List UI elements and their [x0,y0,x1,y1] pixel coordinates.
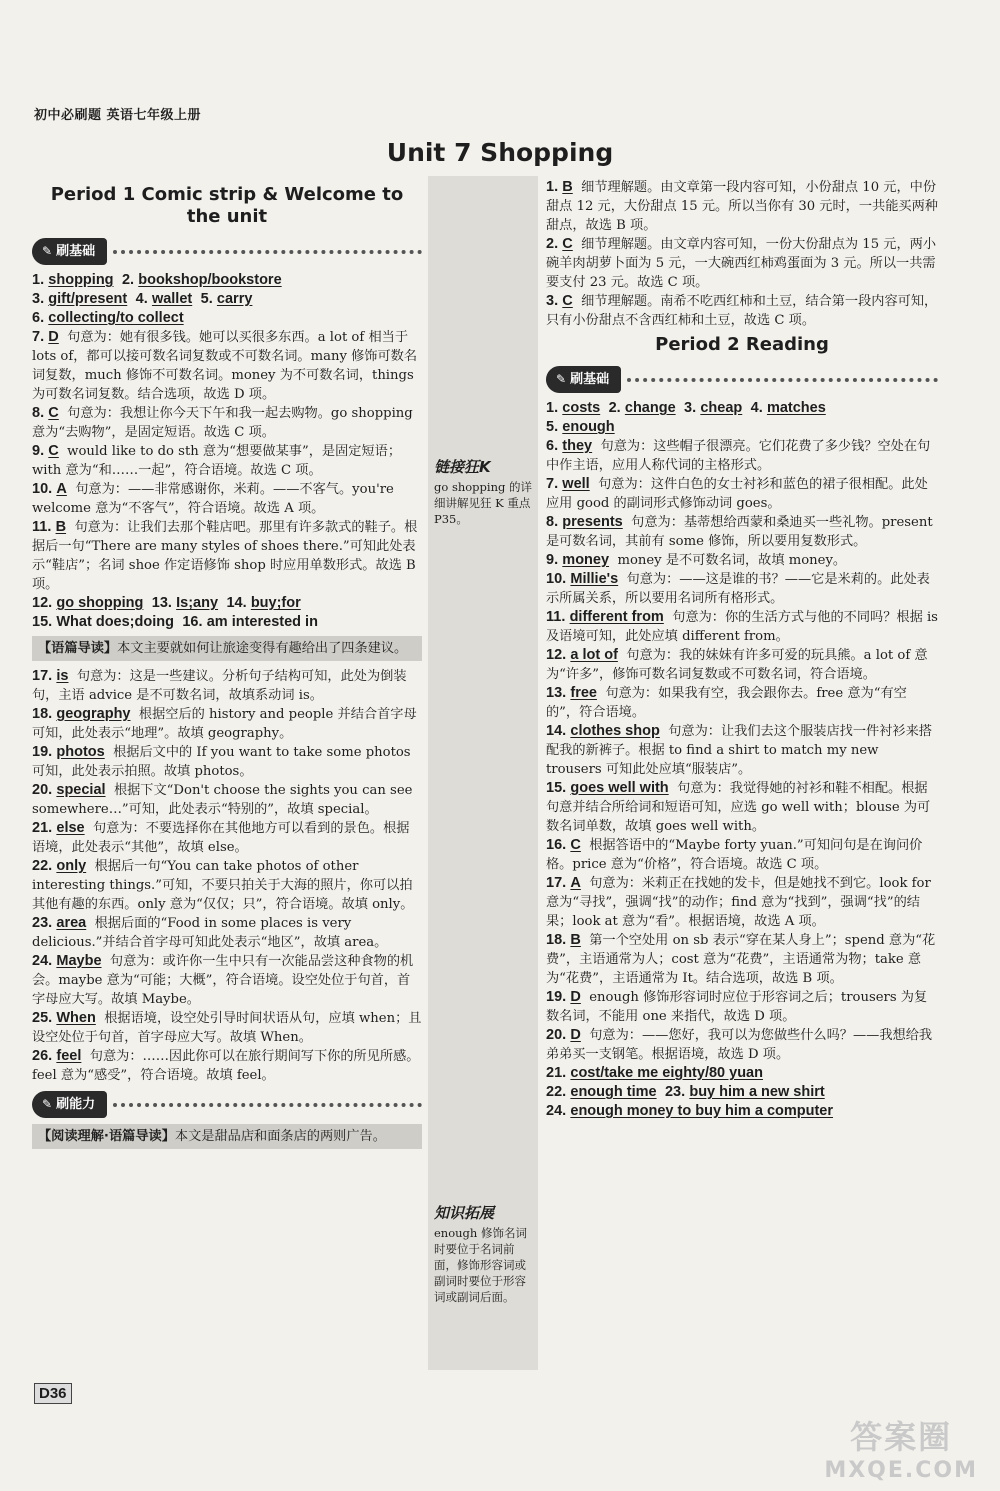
answer-item [32,743,422,781]
answer-item [546,608,938,646]
text: 句意为：她有很多钱。她可以买很多东西。a lot of 相当于 lots of，都可以接可数名词复数或不可数名词。many 修饰可数名词复数，much 修饰不可数名词。money 为不可数名词，things 为可数名词复数。结合选项，故选 D 项。 [32,330,418,402]
left-items-b [32,667,422,1085]
answer-key: carry [216,291,253,307]
text: 6. [546,438,559,454]
text: 19. [32,744,53,760]
answer-line-24 [546,1102,938,1121]
passage-guide-note [32,636,422,661]
text: A [570,875,581,891]
text: else [56,820,85,836]
text: 17. [546,875,567,891]
answer-line-1-2 [32,271,422,290]
answer-item [546,292,938,330]
text: 3. [546,293,559,309]
text: 18. [546,932,567,948]
text: 24. [32,953,53,969]
text: they [562,438,593,454]
answer-item [32,404,422,442]
text: 2. [546,236,559,252]
text: go shopping [56,595,144,611]
text: 【语篇导读】 [38,641,118,656]
watermark-url: MXQE.COM [824,1458,978,1483]
text: 句意为：我觉得她的衬衫和鞋不相配。根据句意并结合所给词和短语可知，应选 go well with；blouse 为可数名词单数，故填 goes well with。 [546,781,931,834]
answer-item [546,874,938,931]
answer-item [32,480,422,518]
text: buy him a new shirt [689,1084,825,1100]
text: 22. [546,1084,567,1100]
badge-label: 刷基础 [56,244,96,259]
text: 14. [546,723,567,739]
text: 根据后一句“You can take photos of other interesting things.”可知，不要只拍关于大海的照片，你可以拍其他有趣的东西。only 意为“仅仅；只”，符合语境。故填 only。 [32,859,414,912]
text: 句意为：让我们去那个鞋店吧。那里有许多款式的鞋子。根据后一句“There are many styles of shoes there.”可知此处表示“鞋店”；名词 shoe 作定语修饰 shop 时应用单数形式。故选 B 项。 [32,520,418,592]
answer-key: collecting/to collect [48,310,184,326]
right-column [546,178,938,1121]
text: C [562,236,573,252]
text: 本文主要就如何让旅途变得有趣给出了四条建议。 [117,641,408,656]
text: C [562,293,573,309]
text: well [562,476,590,492]
link-note-text: go shopping 的详细讲解见狂 K 重点 P35。 [434,480,532,526]
answer-key: wallet [151,291,193,307]
answer-item [32,781,422,819]
text: 10. [32,481,53,497]
text: 20. [32,782,53,798]
text: photos [56,744,105,760]
answer-line-6 [32,309,422,328]
text: clothes shop [570,723,660,739]
link-note [428,452,538,527]
text: 15. [546,780,567,796]
knowledge-note-text: enough 修饰名词时要位于名词前面，修饰形容词或副词时要位于形容词或副词后面。 [434,1226,527,1304]
reading-guide-note [32,1124,422,1149]
text: 26. [32,1048,53,1064]
period-1-title: Period 1 Comic strip & Welcome to the unit [50,184,404,227]
text: Is;any [176,595,219,611]
answer-item [32,1047,422,1085]
text: different from [569,609,664,625]
text: change [624,400,676,416]
text: is [56,668,69,684]
text: 句意为：或许你一生中只有一次能品尝这种食物的机会。maybe 意为“可能；大概”，符合语境。设空处位于句首，首字母应大写。故填 Maybe。 [32,954,414,1007]
answer-item [32,518,422,594]
dotted-divider [627,378,938,382]
text: Millie's [570,571,619,587]
watermark-logo-text: 答案圈 [850,1418,953,1456]
text: 细节理解题。由文章内容可知，一份大份甜点为 15 元，两小碗羊肉胡萝卜面为 5 元，一大碗西红柿鸡蛋面为 3 元。所以一共需要支付 23 元。故选 C 项。 [546,237,937,290]
text: What does;doing [56,614,174,630]
text: 句意为：这是一些建议。分析句子结构可知，此处为倒装句，主语 advice 是不可数名词，故填系动词 is。 [32,669,407,703]
text: 根据空后的 history and people 并结合首字母可知，此处表示“地理”。故填 geography。 [32,707,417,741]
text: 4. [750,400,763,416]
answer-item [546,178,938,235]
text: 6. [32,310,45,326]
text: geography [56,706,131,722]
dotted-divider [113,1103,422,1107]
text: 24. [546,1103,567,1119]
text: B [562,179,573,195]
text: special [56,782,106,798]
text: 2. [608,400,621,416]
text: 句意为：——非常感谢你，米莉。——不客气。you're welcome 意为“不客气”，符合语境。故选 A 项。 [32,482,394,516]
text: 3. [684,400,697,416]
text: C [48,443,59,459]
answer-item [546,551,938,570]
text: only [56,858,87,874]
text: 句意为：这些帽子很漂亮。它们花费了多少钱？空处在句中作主语，应用人称代词的主格形式。 [546,439,931,473]
book-icon: ✎ [556,372,567,386]
text: 7. [546,476,559,492]
text: 9. [546,552,559,568]
text: 7. [32,329,45,345]
answer-item [546,475,938,513]
answer-item [32,1009,422,1047]
right-items-a [546,178,938,330]
text: enough [562,419,615,435]
text: C [48,405,59,421]
text: 17. [32,668,53,684]
text: 25. [32,1010,53,1026]
book-icon: ✎ [42,244,53,258]
text: 本文是甜品店和面条店的两则广告。 [174,1129,386,1144]
answer-key: shopping [48,272,114,288]
answer-item [546,779,938,836]
answer-item [32,328,422,404]
text: 11. [32,519,52,535]
text: 细节理解题。由文章第一段内容可知，小份甜点 10 元，中份甜点 12 元，大份甜点 15 元。所以当你有 30 元时，一共能买两种甜点，故选 B 项。 [546,180,938,233]
text: 5. [200,291,213,307]
text: 18. [32,706,53,722]
text: 根据语境，设空处引导时间状语从句，应填 when；且设空处位于句首，首字母应大写。故填 When。 [32,1011,422,1045]
section-badge-ability [32,1091,422,1118]
answer-item [546,836,938,874]
book-icon: ✎ [42,1097,53,1111]
dotted-divider [113,250,422,254]
text: 句意为：你的生活方式与他的不同吗？根据 is 及语境可知，此处应填 different from。 [546,610,938,644]
text: 细节理解题。南希不吃西红柿和土豆，结合第一段内容可知，只有小份甜点不含西红柿和土豆，故选 C 项。 [546,294,938,328]
text: 23. [664,1084,686,1100]
text: 句意为：如果我有空，我会跟你去。free 意为“有空的”，符合语境。 [546,686,907,720]
text: D [48,329,59,345]
text: A [56,481,67,497]
text: buy;for [250,595,301,611]
knowledge-note [428,1198,538,1305]
text: 13. [151,595,172,611]
text: a lot of [570,647,618,663]
answer-item [32,705,422,743]
text: 12. [546,647,567,663]
text: enough 修饰形容词时应位于形容词之后；trousers 为复数名词，不能用 one 来指代，故选 D 项。 [546,990,928,1024]
text: 根据后文中的 If you want to take some photos 可知，此处表示拍照。故填 photos。 [32,745,411,779]
answer-item [546,570,938,608]
text: money [562,552,610,568]
margin-sidebar [428,176,538,1370]
answer-item [32,667,422,705]
text: cost/take me eighty/80 yuan [570,1065,763,1081]
answer-line-1-4 [546,399,938,418]
text: 20. [546,1027,567,1043]
answer-line-21 [546,1064,938,1083]
text: feel [56,1048,82,1064]
text: money 是不可数名词，故填 money。 [617,553,847,568]
text: matches [766,400,826,416]
text: 1. [32,272,45,288]
right-items-b [546,437,938,1064]
text: 21. [32,820,53,836]
answer-item [546,646,938,684]
text: 1. [546,400,559,416]
site-watermark [824,1412,978,1483]
answer-item [546,988,938,1026]
text: area [56,915,87,931]
text: 句意为：——您好，我可以为您做些什么吗？——我想给我弟弟买一支钢笔。根据语境，故选 D 项。 [546,1028,933,1062]
text: B [55,519,67,535]
answer-item [546,931,938,988]
text: 5. [546,419,559,435]
text: 12. [32,595,53,611]
text: 句意为：基蒂想给西蒙和桑迪买一些礼物。present 是可数名词，其前有 some 修饰，所以要用复数形式。 [546,515,933,549]
text: 8. [546,514,559,530]
text: 15. [32,614,53,630]
answer-item [546,437,938,475]
text: 句意为：我想让你今天下午和我一起去购物。go shopping 意为“去购物”，是固定短语。故选 C 项。 [32,406,413,440]
text: 13. [546,685,567,701]
text: 4. [135,291,148,307]
knowledge-note-title: 知识拓展 [434,1204,495,1222]
answer-key: bookshop/bookstore [138,272,282,288]
text: 10. [546,571,567,587]
text: cheap [700,400,743,416]
text: 句意为：这件白色的女士衬衫和蓝色的裙子很相配。此处应用 good 的副词形式修饰动词 goes。 [546,477,928,511]
answer-item [546,235,938,292]
answer-item [546,513,938,551]
text: 22. [32,858,53,874]
link-note-title: 链接狂K [434,458,491,476]
badge-label: 刷能力 [56,1097,96,1112]
text: 8. [32,405,45,421]
text: 句意为：我的妹妹有许多可爱的玩具熊。a lot of 意为“许多”，修饰可数名词复数或不可数名词，符合语境。 [546,648,928,682]
text: 19. [546,989,567,1005]
text: costs [562,400,601,416]
text: 第一个空处用 on sb 表示“穿在某人身上”；spend 意为“花费”，主语通常为人；cost 意为“花费”，主语通常为物；take 意为“花费”，主语通常为 It。结合选项，故选 B 项。 [546,933,936,986]
answer-item [32,914,422,952]
period-2-title: Period 2 Reading [655,334,829,355]
page-number: D36 [34,1383,72,1404]
answer-line-5 [546,418,938,437]
answer-line-12-14 [32,594,422,613]
text: 16. [546,837,567,853]
text: goes well with [570,780,669,796]
text: 2. [121,272,135,288]
unit-title: Unit 7 Shopping [386,138,614,167]
answer-item [546,684,938,722]
text: 根据后面的“Food in some places is very delicious.”并结合首字母可知此处表示“地区”，故填 area。 [32,916,388,950]
text: enough money to buy him a computer [570,1103,834,1119]
text: 句意为：不要选择你在其他地方可以看到的景色。根据语境，此处表示“其他”，故填 else。 [32,821,410,855]
text: B [570,932,581,948]
left-column [32,180,422,1155]
answer-item [32,819,422,857]
text: 11. [546,609,566,625]
text: am interested in [206,614,318,630]
text: 根据答语中的“Maybe forty yuan.”可知问句是在询问价格。price 意为“价格”，符合语境。故选 C 项。 [546,838,923,872]
text: 21. [546,1065,567,1081]
answer-line-22-23 [546,1083,938,1102]
text: 16. [182,614,203,630]
text: 1. [546,179,559,195]
text: D [570,989,581,1005]
text: free [570,685,597,701]
badge-label: 刷基础 [570,372,610,387]
answer-item [546,722,938,779]
text: 根据下文“Don't choose the sights you can see somewhere…”可知，此处表示“特别的”，故填 special。 [32,783,413,817]
text: Maybe [56,953,102,969]
text: 句意为：……因此你可以在旅行期间写下你的所见所感。feel 意为“感受”，符合语境。故填 feel。 [32,1049,420,1083]
answer-item [32,857,422,914]
text: 句意为：米莉正在找她的发卡，但是她找不到它。look for 意为“寻找”，强调“找”的动作；find 意为“找到”，强调“找”的结果；look at 意为“看”。根据语境，故选 A 项。 [546,876,931,929]
answer-item [32,952,422,1009]
text: 3. [32,291,45,307]
section-badge-basic [32,238,422,265]
text: enough time [570,1084,657,1100]
text: 句意为：——这是谁的书？——它是米莉的。此处表示所属关系，所以要用名词所有格形式。 [546,572,930,606]
text: 句意为：让我们去这个服装店找一件衬衫来搭配我的新裤子。根据 to find a shirt to match my new trousers 可知此处应填“服装店”。 [546,724,932,777]
text: When [56,1010,96,1026]
left-items-a [32,328,422,594]
text: C [570,837,581,853]
text: 【阅读理解·语篇导读】 [38,1129,175,1144]
text: 9. [32,443,45,459]
answer-key: gift/present [48,291,128,307]
answer-item [546,1026,938,1064]
answer-line-3-5 [32,290,422,309]
running-header: 初中必刷题 英语七年级上册 [34,108,202,123]
answer-item [32,442,422,480]
text: 23. [32,915,53,931]
text: would like to do sth 意为“想要做某事”，是固定短语；with 意为“和……一起”，符合语境。故选 C 项。 [32,444,402,478]
section-badge-basic-2 [546,366,938,393]
answer-line-15-16 [32,613,422,632]
text: 14. [226,595,247,611]
text: D [570,1027,581,1043]
text: presents [562,514,623,530]
